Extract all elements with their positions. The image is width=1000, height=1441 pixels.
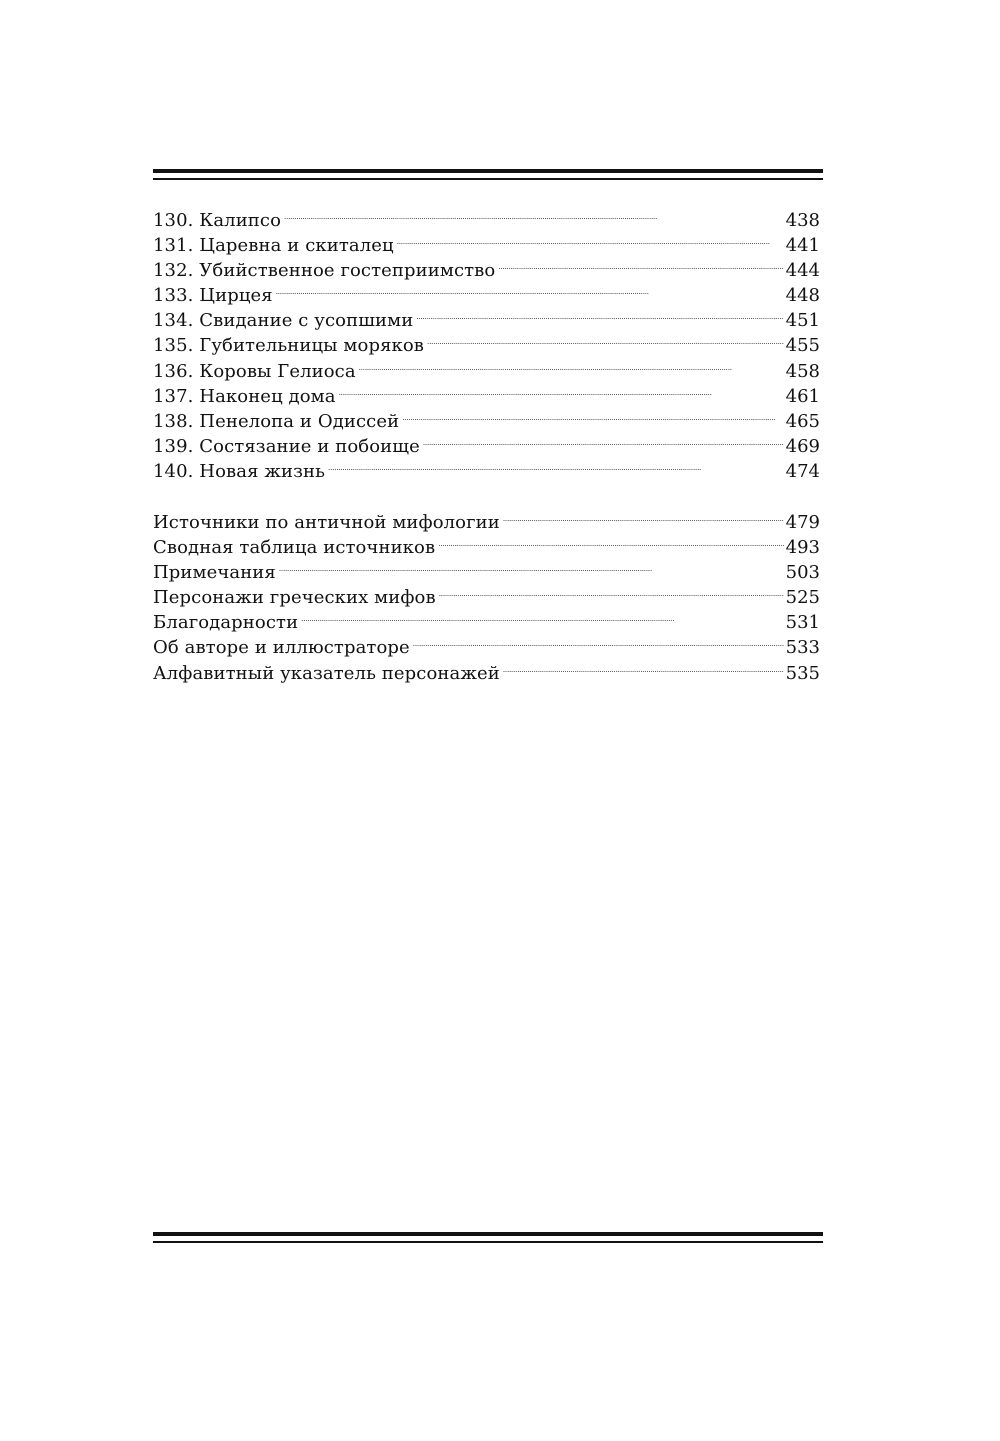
toc-dot-leader xyxy=(416,301,783,326)
toc-dot-leader xyxy=(328,452,784,477)
toc-entry-page: 458 xyxy=(785,360,820,382)
toc-entry-title: 133. Цирцея xyxy=(153,285,273,307)
toc-entry-title: 132. Убийственное гостеприимство xyxy=(153,260,496,282)
toc-entry-title: Сводная таблица источников xyxy=(153,537,436,559)
toc-dot-leader xyxy=(439,578,784,603)
toc-entry-page: 438 xyxy=(785,210,820,231)
toc-dot-leader xyxy=(279,553,784,578)
toc-entry-page: 533 xyxy=(785,637,820,659)
toc-entry-page: 461 xyxy=(785,385,820,407)
toc-dot-leader xyxy=(276,276,784,301)
toc-entry-page: 451 xyxy=(785,310,820,332)
toc-entry-page: 465 xyxy=(785,410,820,432)
toc-dot-leader xyxy=(397,226,784,251)
toc-entry-title: Источники по античной мифологии xyxy=(153,512,500,533)
toc-entry-page: 455 xyxy=(785,335,820,357)
bottom-rule-thick-line xyxy=(153,1232,823,1236)
toc-entry-page: 444 xyxy=(785,260,820,282)
toc-entry-title: 138. Пенелопа и Одиссей xyxy=(153,410,400,432)
toc-entry-title: 134. Свидание с усопшими xyxy=(153,310,414,332)
toc-entry-page: 503 xyxy=(785,562,820,584)
toc-dot-leader xyxy=(438,528,783,553)
top-rule-thick-line xyxy=(153,169,823,173)
toc-entry-title: Благодарности xyxy=(153,612,299,634)
toc-dot-leader xyxy=(284,201,784,226)
toc-entry-page: 525 xyxy=(785,587,820,609)
toc-entry-title: 139. Состязание и побоище xyxy=(153,435,420,457)
toc-entry[interactable] xyxy=(153,503,820,533)
toc-dot-leader xyxy=(339,377,784,402)
toc-entry-title: Примечания xyxy=(153,562,276,584)
toc-entry-page: 441 xyxy=(785,235,820,257)
toc-entry-title: 130. Калипсо xyxy=(153,210,282,231)
toc-dot-leader xyxy=(413,628,784,653)
toc-entry-title: 131. Царевна и скиталец xyxy=(153,235,394,257)
toc-entry-title: Об авторе и иллюстраторе xyxy=(153,637,410,659)
toc-dot-leader xyxy=(402,402,783,427)
top-double-rule xyxy=(153,169,823,181)
toc-entry-title: Персонажи греческих мифов xyxy=(153,587,436,609)
toc-dot-leader xyxy=(423,427,784,452)
toc-dot-leader xyxy=(498,251,783,276)
toc-entry-title: 140. Новая жизнь xyxy=(153,460,326,482)
bottom-double-rule xyxy=(153,1232,823,1244)
toc-dot-leader xyxy=(503,503,784,528)
toc-entry[interactable] xyxy=(153,201,820,231)
toc-appendix-list xyxy=(153,503,820,684)
toc-entry-title: 137. Наконец дома xyxy=(153,385,336,407)
toc-entry-page: 474 xyxy=(785,460,820,482)
top-rule-thin-line xyxy=(153,178,823,180)
toc-entry-page: 535 xyxy=(785,662,820,684)
toc-chapters-list xyxy=(153,201,820,482)
toc-dot-leader xyxy=(359,352,784,377)
toc-entry-page: 479 xyxy=(785,512,820,533)
toc-entry-title: 135. Губительницы моряков xyxy=(153,335,425,357)
bottom-rule-thin-line xyxy=(153,1241,823,1243)
toc-dot-leader xyxy=(301,603,783,628)
toc-dot-leader xyxy=(503,654,784,679)
toc-entry-page: 448 xyxy=(785,285,820,307)
toc-entry-page: 493 xyxy=(785,537,820,559)
toc-dot-leader xyxy=(427,326,784,351)
toc-entry-page: 531 xyxy=(785,612,820,634)
toc-entry-page: 469 xyxy=(785,435,820,457)
toc-entry-title: 136. Коровы Гелиоса xyxy=(153,360,356,382)
toc-entry-title: Алфавитный указатель персонажей xyxy=(153,662,500,684)
